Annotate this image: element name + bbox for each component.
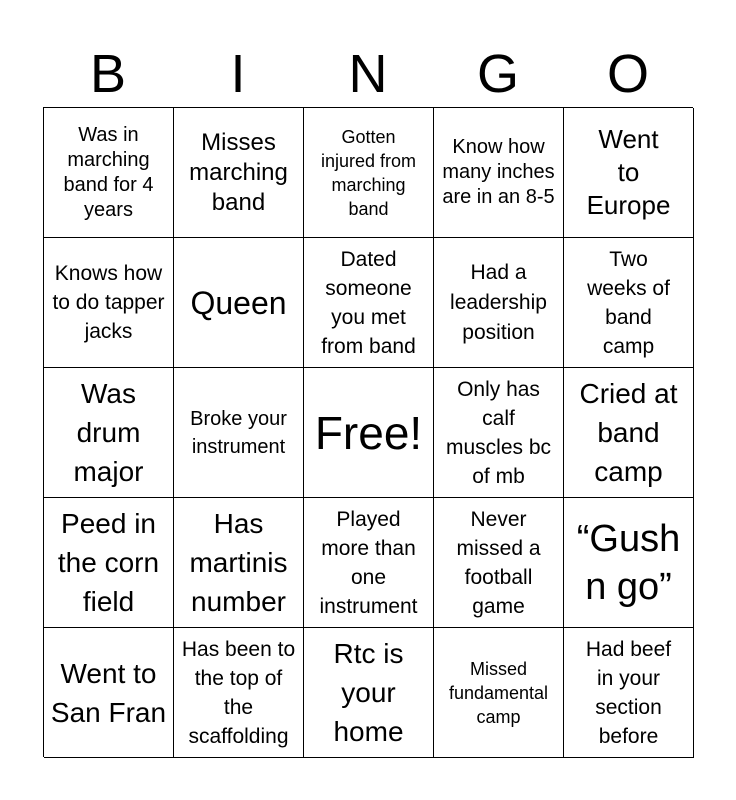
bingo-cell[interactable] bbox=[174, 108, 304, 238]
bingo-cell[interactable] bbox=[434, 108, 564, 238]
bingo-board bbox=[43, 107, 693, 757]
header-letter-b: B bbox=[89, 44, 127, 104]
bingo-cell[interactable] bbox=[564, 108, 694, 238]
header-letter-i: I bbox=[230, 44, 246, 104]
cell-text: Rtc is your home bbox=[333, 638, 404, 747]
cell-text: Knows how to do tapper jacks bbox=[52, 262, 165, 343]
bingo-cell[interactable] bbox=[564, 238, 694, 368]
cell-text: Cried at band camp bbox=[579, 378, 678, 487]
cell-text: Free! bbox=[314, 406, 423, 459]
cell-text: Has martinis number bbox=[189, 508, 288, 617]
cell-text: Only has calf muscles bc of mb bbox=[445, 377, 552, 488]
bingo-cell[interactable] bbox=[434, 628, 564, 758]
cell-text: “Gush n go” bbox=[576, 517, 681, 608]
header-letter-g: G bbox=[476, 44, 519, 104]
cell-text: Peed in the corn field bbox=[57, 508, 160, 617]
bingo-cell[interactable] bbox=[44, 498, 174, 628]
bingo-cell[interactable] bbox=[44, 628, 174, 758]
bingo-cell[interactable] bbox=[44, 108, 174, 238]
header-letter-o: O bbox=[606, 44, 649, 104]
bingo-cell[interactable] bbox=[304, 498, 434, 628]
cell-text: Missed fundamental camp bbox=[448, 658, 549, 727]
cell-text: Was drum major bbox=[73, 378, 144, 487]
bingo-cell[interactable] bbox=[564, 628, 694, 758]
header-letter-n: N bbox=[348, 44, 388, 104]
bingo-cell[interactable] bbox=[44, 238, 174, 368]
cell-text: Had beef in your section before bbox=[585, 637, 672, 748]
bingo-cell[interactable] bbox=[304, 368, 434, 498]
bingo-cell[interactable] bbox=[304, 108, 434, 238]
cell-text: Was in marching band for 4 years bbox=[63, 123, 154, 221]
bingo-cell[interactable] bbox=[304, 628, 434, 758]
bingo-cell[interactable] bbox=[174, 238, 304, 368]
bingo-cell[interactable] bbox=[174, 628, 304, 758]
cell-text: Went to Europe bbox=[586, 124, 671, 220]
cell-text: Queen bbox=[190, 284, 287, 321]
bingo-cell[interactable] bbox=[434, 368, 564, 498]
cell-text: Went to San Fran bbox=[50, 657, 167, 728]
bingo-cell[interactable] bbox=[434, 498, 564, 628]
cell-text: Gotten injured from marching band bbox=[320, 126, 417, 219]
bingo-cell[interactable] bbox=[304, 238, 434, 368]
bingo-header bbox=[43, 42, 693, 106]
bingo-cell[interactable] bbox=[564, 498, 694, 628]
cell-text: Two weeks of band camp bbox=[587, 247, 670, 358]
cell-text: Never missed a football game bbox=[456, 507, 541, 618]
cell-text: Broke your instrument bbox=[190, 407, 287, 458]
cell-text: Played more than one instrument bbox=[319, 507, 418, 618]
bingo-cell[interactable] bbox=[434, 238, 564, 368]
cell-text: Misses marching band bbox=[189, 128, 288, 216]
cell-text: Has been to the top of the scaffolding bbox=[181, 637, 296, 748]
bingo-cell[interactable] bbox=[174, 368, 304, 498]
cell-text: Had a leadership position bbox=[450, 260, 547, 344]
bingo-cell[interactable] bbox=[174, 498, 304, 628]
bingo-cell[interactable] bbox=[44, 368, 174, 498]
cell-text: Dated someone you met from band bbox=[321, 247, 416, 358]
bingo-cell[interactable] bbox=[564, 368, 694, 498]
cell-text: Know how many inches are in an 8-5 bbox=[442, 136, 555, 208]
